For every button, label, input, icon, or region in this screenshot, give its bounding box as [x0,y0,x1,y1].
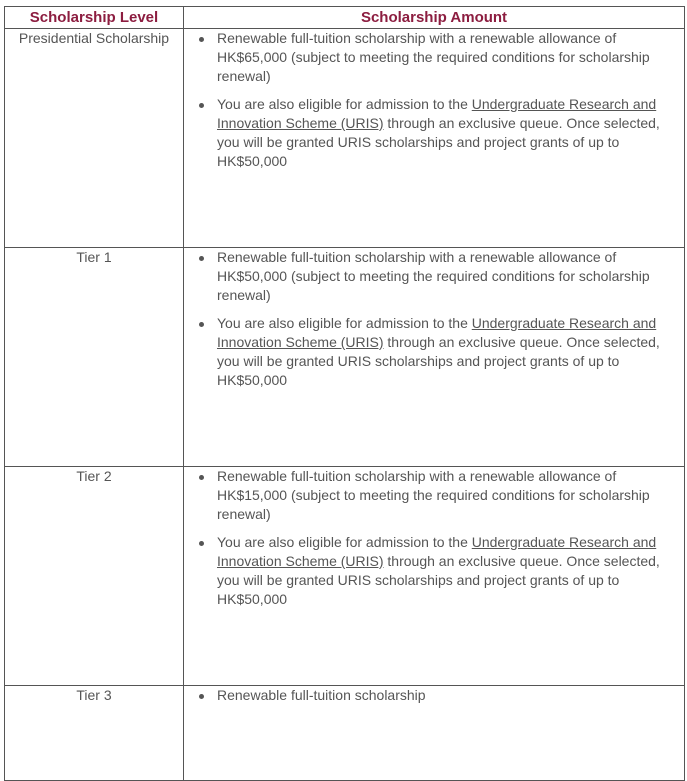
bullet-icon [199,694,204,699]
header-scholarship-amount: Scholarship Amount [184,7,685,29]
list-item [217,314,684,390]
bullet-icon [199,103,204,108]
table-row [5,686,685,781]
level-tier-2: Tier 2 [5,467,184,686]
amount-list [184,686,684,705]
bullet-text: You are also eligible for admission to the [217,315,472,331]
bullet-text: You are also eligible for admission to the [217,534,472,550]
level-presidential: Presidential Scholarship [5,29,184,248]
amount-cell [184,29,685,248]
level-tier-1: Tier 1 [5,248,184,467]
bullet-text: Renewable full-tuition scholarship with a renewable allowance of HK$65,000 (subject to meeting the required conditions for scholarship renewal) [217,30,650,84]
bullet-text: You are also eligible for admission to the [217,96,472,112]
bullet-text: through an exclusive queue. Once selected, you will be granted URIS scholarships and project grants of up to HK$50,000 [217,553,660,607]
list-item [217,533,684,609]
bullet-icon [199,37,204,42]
level-tier-3: Tier 3 [5,686,184,781]
table-row [5,467,685,686]
bullet-icon [199,322,204,327]
amount-cell [184,686,685,781]
bullet-text: through an exclusive queue. Once selected, you will be granted URIS scholarships and project grants of up to HK$50,000 [217,334,660,388]
table-row [5,248,685,467]
bullet-icon [199,256,204,261]
table-row [5,29,685,248]
list-item [217,95,684,171]
list-item [217,467,684,524]
amount-cell [184,467,685,686]
bullet-text: Renewable full-tuition scholarship with a renewable allowance of HK$50,000 (subject to meeting the required conditions for scholarship renewal) [217,249,650,303]
list-item [217,248,684,305]
uris-link[interactable]: Undergraduate Research and Innovation Scheme (URIS) [217,534,657,569]
list-item [217,29,684,86]
bullet-text: Renewable full-tuition scholarship with a renewable allowance of HK$15,000 (subject to meeting the required conditions for scholarship renewal) [217,468,650,522]
bullet-icon [199,541,204,546]
amount-cell [184,248,685,467]
scholarship-table [4,6,685,781]
bullet-icon [199,475,204,480]
bullet-text: Renewable full-tuition scholarship [217,687,426,703]
uris-link[interactable]: Undergraduate Research and Innovation Scheme (URIS) [217,315,657,350]
header-scholarship-level: Scholarship Level [5,7,184,29]
amount-list [184,467,684,609]
amount-list [184,29,684,171]
amount-list [184,248,684,390]
bullet-text: through an exclusive queue. Once selected, you will be granted URIS scholarships and project grants of up to HK$50,000 [217,115,660,169]
list-item [217,686,684,705]
table-header-row [5,7,685,29]
uris-link[interactable]: Undergraduate Research and Innovation Scheme (URIS) [217,96,657,131]
